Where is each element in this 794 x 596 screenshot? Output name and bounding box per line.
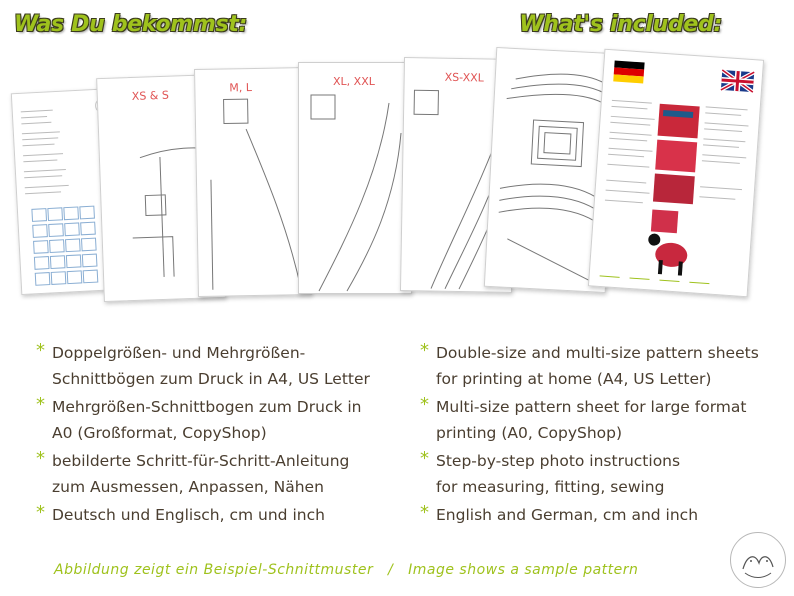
- sample-sheets-illustration: [0, 40, 794, 320]
- list-item: [420, 394, 790, 446]
- asterisk-icon: *: [420, 448, 429, 469]
- list-item: [36, 448, 406, 500]
- brand-logo-drawing: [731, 533, 785, 587]
- header-german: Was Du bekommst:: [14, 12, 248, 37]
- list-item: [420, 502, 790, 528]
- bilingual-instructions-sheet: [588, 49, 764, 298]
- asterisk-icon: *: [420, 502, 429, 523]
- list-item: [420, 340, 790, 392]
- feature-list-german: [36, 340, 406, 530]
- asterisk-icon: *: [36, 502, 45, 523]
- list-item: [36, 340, 406, 392]
- feature-text: Doppelgrößen- und Mehrgrößen- Schnittbögen zum Druck in A4, US Letter: [52, 344, 370, 388]
- pattern-lines-xl-xxl: [299, 63, 411, 293]
- uk-flag-icon: [721, 70, 754, 92]
- feature-text: Mehrgrößen-Schnittbogen zum Druck in A0 (Großformat, CopyShop): [52, 398, 362, 442]
- feature-text: English and German, cm and inch: [436, 506, 699, 524]
- size-label-xl-xxl: XL, XXL: [333, 75, 375, 88]
- feature-text: Deutsch und Englisch, cm und inch: [52, 506, 325, 524]
- pattern-lines-m-l: [195, 68, 311, 296]
- german-flag-icon: [613, 60, 644, 83]
- asterisk-icon: *: [36, 448, 45, 469]
- asterisk-icon: *: [420, 340, 429, 361]
- footer-caption: Abbildung zeigt ein Beispiel-Schnittmuster / Image shows a sample pattern: [54, 562, 639, 578]
- list-item: [420, 448, 790, 500]
- header-english: What's included:: [519, 12, 722, 37]
- feature-text: bebilderte Schritt-für-Schritt-Anleitung zum Ausmessen, Anpassen, Nähen: [52, 452, 350, 496]
- size-label-xs-xxl: XS-XXL: [444, 70, 484, 85]
- asterisk-icon: *: [420, 394, 429, 415]
- feature-list-english: [420, 340, 790, 530]
- asterisk-icon: *: [36, 340, 45, 361]
- feature-text: Double-size and multi-size pattern sheets for printing at home (A4, US Letter): [436, 344, 759, 388]
- size-label-xs-s: XS & S: [131, 88, 170, 103]
- feature-text: Multi-size pattern sheet for large format printing (A0, CopyShop): [436, 398, 747, 442]
- feature-text: Step-by-step photo instructions for measuring, fitting, sewing: [436, 452, 681, 496]
- dog-silhouette-icon: [646, 233, 689, 276]
- brand-logo-icon: [730, 532, 786, 588]
- pattern-sheet-m-l: [194, 67, 312, 297]
- bilingual-instructions-drawing: [589, 50, 763, 296]
- pattern-sheet-xl-xxl: [298, 62, 412, 294]
- size-label-m-l: M, L: [229, 81, 253, 95]
- list-item: [36, 502, 406, 528]
- asterisk-icon: *: [36, 394, 45, 415]
- list-item: [36, 394, 406, 446]
